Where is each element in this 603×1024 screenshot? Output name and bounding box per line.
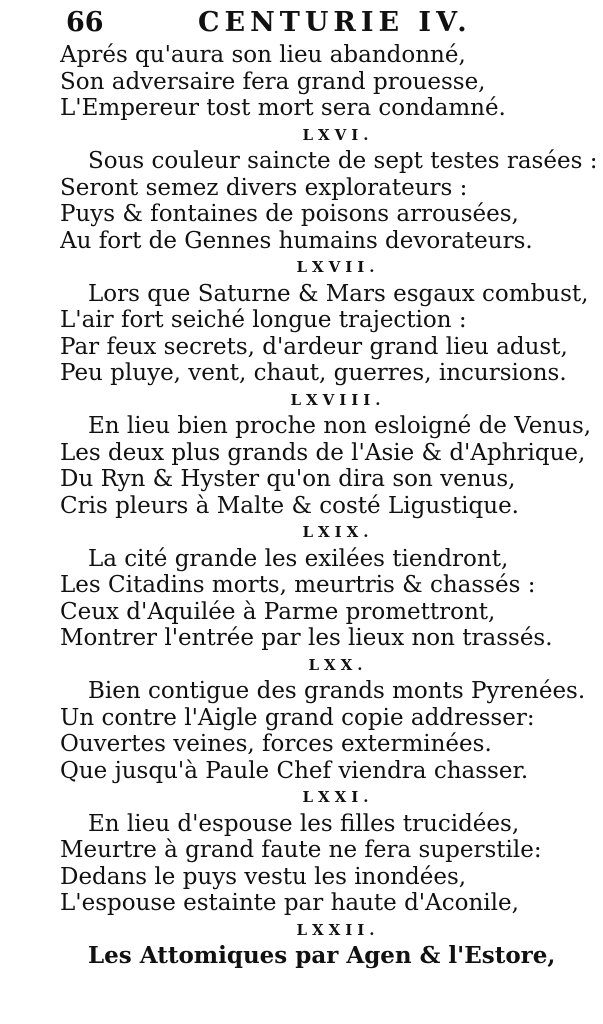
quatrain-numeral: LXVI. (302, 125, 374, 144)
verse-line: Dedans le puys vestu les inondées, (60, 863, 467, 890)
verse-line: Les Attomiques par Agen & l'Estore, (88, 943, 556, 969)
verse-line: Puys & fontaines de poisons arrousées, (60, 201, 519, 227)
quatrain-numeral: LXVII. (296, 258, 380, 276)
quatrain-66 (60, 122, 600, 255)
verse-line: En lieu bien proche non esloigné de Venus, (88, 413, 592, 439)
verse-line: Peu pluye, vent, chaut, guerres, incursions. (60, 360, 567, 386)
verse-line: Au fort de Gennes humains devorateurs. (60, 227, 533, 254)
quatrain-continuation (60, 42, 600, 122)
quatrain-numeral: LXXI. (302, 788, 374, 806)
verse-line: Ouvertes veines, forces exterminées. (60, 731, 492, 757)
verse-line: Que jusqu'à Paule Chef viendra chasser. (60, 757, 529, 784)
verse-line: La cité grande les exilées tiendront, (88, 545, 509, 572)
verse-line: Son adversaire fera grand prouesse, (60, 68, 486, 95)
verse-line: Par feux secrets, d'ardeur grand lieu adust, (60, 333, 568, 360)
verse-line: Les deux plus grands de l'Asie & d'Aphrique, (60, 439, 586, 466)
quatrain-68 (60, 387, 600, 520)
verse-line: L'espouse estainte par haute d'Aconile, (60, 890, 519, 916)
running-title: CENTURIE IV. (198, 7, 472, 38)
page-header (66, 6, 566, 40)
page-number: 66 (66, 7, 104, 38)
quatrain-numeral: LXX. (308, 655, 368, 674)
verse-line: Les Citadins morts, meurtris & chassés : (60, 572, 536, 598)
verse-line: Du Ryn & Hyster qu'on dira son venus, (60, 466, 516, 492)
verse-line: L'air fort seiché longue trajection : (60, 307, 467, 333)
verse-line: En lieu d'espouse les filles trucidées, (88, 810, 520, 837)
verse-line: Meurtre à grand faute ne fera superstile: (60, 837, 542, 863)
verse-line: Bien contigue des grands monts Pyrenées. (88, 678, 586, 704)
quatrain-70 (60, 652, 600, 785)
quatrain-67 (60, 254, 600, 387)
quatrain-72-start (60, 917, 600, 970)
quatrain-numeral: LXVIII. (290, 390, 386, 409)
quatrain-69 (60, 519, 600, 652)
verse-line: Aprés qu'aura son lieu abandonné, (60, 42, 466, 68)
quatrain-numeral: LXIX. (302, 523, 374, 541)
verse-line: Seront semez divers explorateurs : (60, 174, 468, 201)
quatrain-numeral: LXXII. (296, 920, 380, 939)
verse-line: Lors que Saturne & Mars esgaux combust, (88, 280, 589, 307)
verse-line: Montrer l'entrée par les lieux non trassés. (60, 625, 553, 651)
verse-line: Un contre l'Aigle grand copie addresser: (60, 704, 535, 731)
verse-line: L'Empereur tost mort sera condamné. (60, 95, 506, 121)
quatrain-71 (60, 784, 600, 917)
page-body (60, 42, 600, 970)
verse-line: Ceux d'Aquilée à Parme promettront, (60, 598, 496, 625)
verse-line: Cris pleurs à Malte & costé Ligustique. (60, 492, 519, 519)
verse-line: Sous couleur saincte de sept testes rasées : (88, 148, 598, 174)
